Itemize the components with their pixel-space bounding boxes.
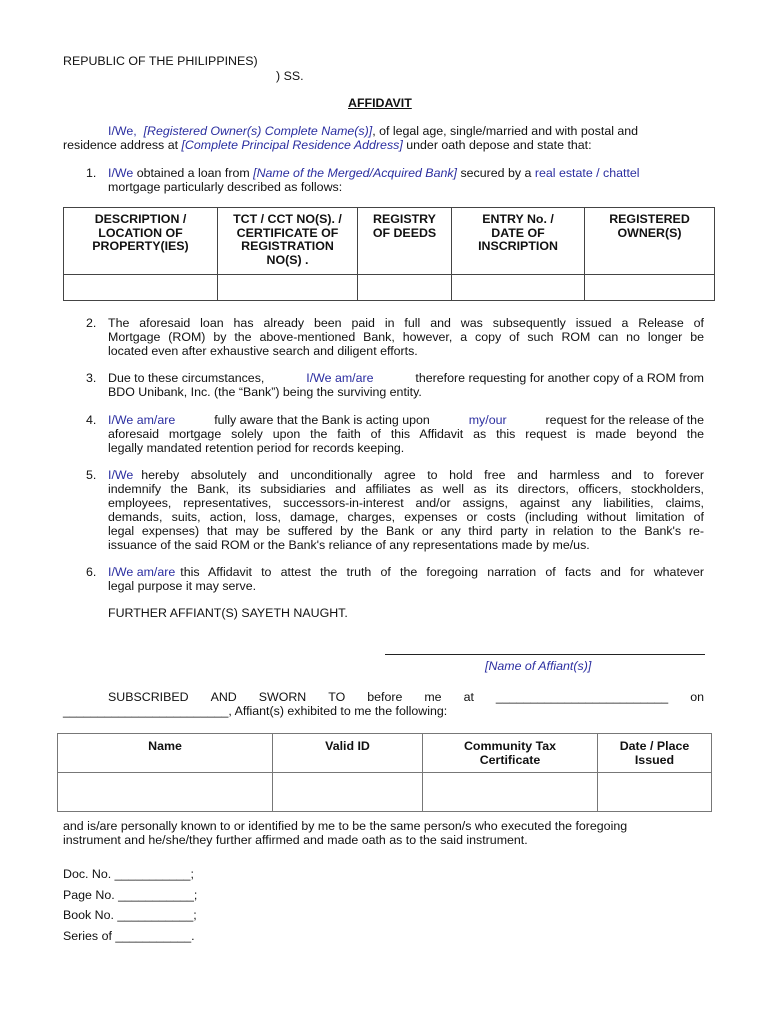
mortgage-type-choice: real estate / chattel — [534, 166, 640, 180]
jurat-word: AND — [210, 690, 237, 704]
col-valid-id — [273, 734, 423, 773]
item-6-line-2: legal purpose it may serve. — [108, 579, 257, 593]
ss-line: ) SS. — [276, 69, 304, 83]
item-5-line-1 — [108, 468, 704, 482]
item-1-line-2: mortgage particularly described as follows: — [108, 180, 343, 194]
iwe-label: I/We — [108, 166, 134, 180]
iwe-label: I/We am/are — [108, 413, 176, 427]
header-text: NO(S) . — [266, 252, 309, 267]
header-text: DESCRIPTION / — [94, 212, 187, 226]
header-text: REGISTRATION — [241, 239, 334, 253]
iwe-label: I/We am/are — [108, 565, 176, 579]
item-5-line-5: legal expenses) that may be suffered by the Bank or any third party in relation to the Bank's re- — [108, 524, 704, 538]
intro-text: , of legal age, single/married and with postal and — [372, 124, 639, 138]
property-table — [63, 207, 715, 301]
header-text: OF DEEDS — [372, 225, 437, 240]
further-affiant: FURTHER AFFIANT(S) SAYETH NAUGHT. — [108, 606, 348, 620]
header-text: Name — [148, 739, 182, 753]
table-cell[interactable] — [423, 773, 598, 812]
book-no[interactable]: Book No. ___________; — [63, 908, 197, 922]
owner-names-placeholder: [Registered Owner(s) Complete Name(s)] — [143, 124, 373, 138]
header-text: PROPERTY(IES) — [92, 239, 189, 253]
item-1-number: 1. — [86, 166, 97, 180]
document-title: AFFIDAVIT — [348, 96, 412, 110]
header-text: REGISTRY — [373, 212, 436, 226]
item-3-line-1 — [108, 371, 704, 385]
header-text: REGISTERED — [609, 212, 690, 226]
col-entry — [452, 208, 585, 275]
item-text: Due to these circumstances, — [108, 371, 265, 385]
item-text: this Affidavit to attest the truth of the foregoing narration of facts and for whatever — [180, 565, 704, 579]
col-tct — [218, 208, 358, 275]
table-cell[interactable] — [273, 773, 423, 812]
item-2-number: 2. — [86, 316, 97, 330]
col-description — [64, 208, 218, 275]
iwe-label: I/We am/are — [306, 371, 374, 385]
item-2-line-3: located even after exhaustive search and diligent efforts. — [108, 344, 418, 358]
closing-line-2: instrument and he/she/they further affirmed and made oath as to the said instrument. — [63, 833, 528, 847]
header-text: CERTIFICATE OF — [236, 225, 339, 240]
my-our-label: my/our — [468, 413, 507, 427]
iwe-label: I/We, — [108, 124, 137, 138]
item-3-number: 3. — [86, 371, 97, 385]
item-5-line-6: issuance of the said ROM or the Bank's reliance of any representations made by me/us. — [108, 538, 590, 552]
page-no[interactable]: Page No. ___________; — [63, 888, 198, 902]
col-ctc — [423, 734, 598, 773]
jurat-word: me — [424, 690, 442, 704]
table-cell[interactable] — [358, 275, 452, 301]
header-text: Community Tax — [463, 739, 557, 753]
header-text: INSCRIPTION — [478, 239, 558, 253]
item-4-line-1 — [108, 413, 704, 427]
jurat-line-2 — [63, 704, 447, 718]
item-text: therefore requesting for another copy of a ROM from — [415, 371, 704, 385]
item-5-number: 5. — [86, 468, 97, 482]
affiant-name-placeholder: [Name of Affiant(s)] — [485, 659, 592, 673]
table-cell[interactable] — [218, 275, 358, 301]
item-6-line-1 — [108, 565, 704, 579]
header-text: Date / Place — [619, 739, 690, 753]
item-text: fully aware that the Bank is acting upon — [214, 413, 430, 427]
item-5-line-3: employees, representatives, successors-in-interest and/or assigns, against any liabilities, claims, — [108, 496, 704, 510]
item-text: request for the release of the — [545, 413, 704, 427]
jurat-line-1 — [108, 690, 704, 704]
jurat-word: at — [463, 690, 474, 704]
col-name — [58, 734, 273, 773]
header-text: Valid ID — [325, 739, 370, 753]
item-5-line-2: indemnify the Bank, its subsidiaries and affiliates as well as its directors, officers, stockholders, — [108, 482, 704, 496]
header-text: TCT / CCT NO(S). / — [233, 212, 342, 226]
doc-no[interactable]: Doc. No. ___________; — [63, 867, 194, 881]
item-3-line-2: BDO Unibank, Inc. (the “Bank”) being the surviving entity. — [108, 385, 422, 399]
item-4-line-3: legally mandated retention period for records keeping. — [108, 441, 405, 455]
jurat-word: SUBSCRIBED — [108, 690, 189, 704]
bank-name-placeholder: [Name of the Merged/Acquired Bank] — [253, 166, 457, 180]
jurat-word: TO — [328, 690, 346, 704]
table-cell[interactable] — [452, 275, 585, 301]
intro-line-1 — [108, 124, 705, 138]
jurat-text: , Affiant(s) exhibited to me the following: — [228, 704, 448, 718]
intro-text: under oath depose and state that: — [406, 138, 592, 152]
item-2-line-1: The aforesaid loan has already been paid in full and was subsequently issued a Release of — [108, 316, 704, 330]
col-owner — [585, 208, 715, 275]
item-5-line-4: demands, suits, action, loss, damage, charges, expenses or costs (including without limitation of — [108, 510, 704, 524]
table-cell[interactable] — [58, 773, 273, 812]
intro-text: residence address at — [63, 138, 179, 152]
header-text: Issued — [634, 753, 675, 767]
address-placeholder: [Complete Principal Residence Address] — [181, 138, 403, 152]
place-blank[interactable]: _________________________ — [495, 690, 669, 704]
item-4-number: 4. — [86, 413, 97, 427]
item-text: secured by a — [460, 166, 532, 180]
table-cell[interactable] — [64, 275, 218, 301]
item-text: hereby absolutely and unconditionally agree to hold free and harmless and to forever — [141, 468, 704, 482]
item-1-line-1 — [108, 166, 640, 180]
id-table — [57, 733, 712, 812]
item-text: obtained a loan from — [136, 166, 250, 180]
intro-line-2 — [63, 138, 592, 152]
republic-line: REPUBLIC OF THE PHILIPPINES) — [63, 54, 258, 68]
date-blank[interactable]: ________________________ — [63, 704, 229, 718]
jurat-word: SWORN — [258, 690, 307, 704]
iwe-label: I/We — [108, 468, 134, 482]
closing-line-1: and is/are personally known to or identified by me to be the same person/s who executed the foregoing — [63, 819, 628, 833]
header-text: DATE OF — [491, 225, 545, 240]
item-4-line-2: aforesaid mortgage solely upon the faith of this Affidavit as this request is made beyond the — [108, 427, 704, 441]
signature-line[interactable] — [385, 654, 705, 655]
jurat-word: before — [367, 690, 403, 704]
header-text: ENTRY No. / — [482, 212, 554, 226]
table-cell[interactable] — [585, 275, 715, 301]
item-2-line-2: Mortgage (ROM) by the above-mentioned Bank, however, a copy of such ROM can no longer be — [108, 330, 704, 344]
table-cell[interactable] — [598, 773, 712, 812]
header-text: OWNER(S) — [617, 225, 682, 240]
header-text: Certificate — [479, 753, 541, 767]
jurat-word: on — [690, 690, 704, 704]
series-of[interactable]: Series of ___________. — [63, 929, 195, 943]
header-text: LOCATION OF — [98, 225, 183, 240]
col-registry — [358, 208, 452, 275]
col-date-place — [598, 734, 712, 773]
item-6-number: 6. — [86, 565, 97, 579]
